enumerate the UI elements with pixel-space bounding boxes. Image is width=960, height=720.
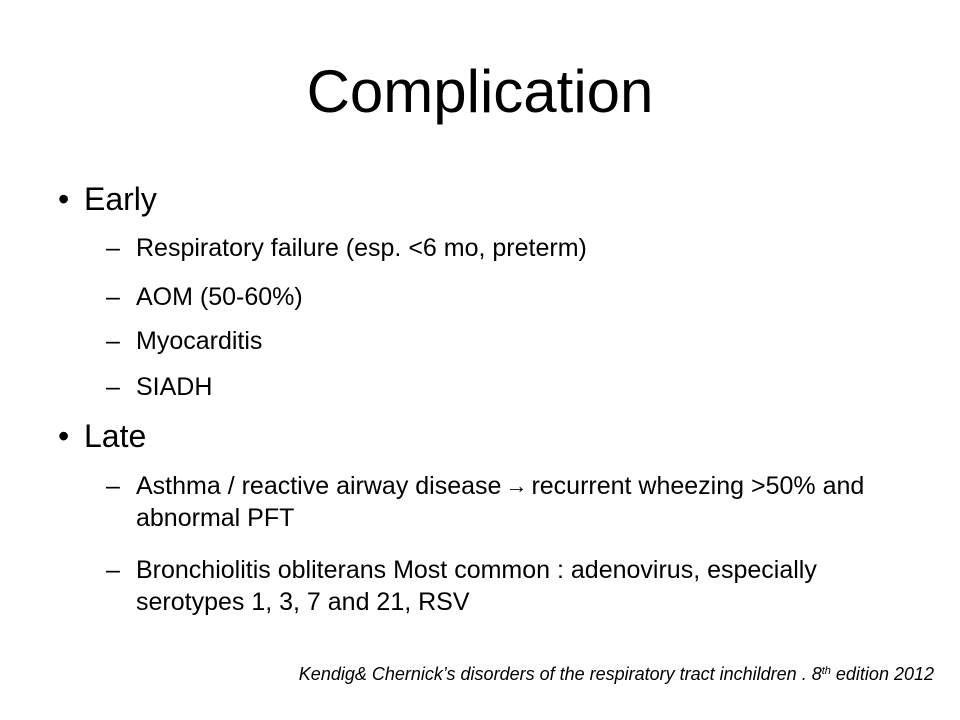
sub-item-text: Respiratory failure (esp. <6 mo, preterm) — [136, 234, 587, 262]
sub-item-aom — [106, 281, 926, 313]
sub-item-text: Myocarditis — [136, 327, 263, 355]
bullet-early — [58, 179, 157, 219]
asthma-text: Asthma / reactive airway disease — [136, 472, 502, 500]
dash-marker: – — [106, 373, 120, 401]
dash-marker: – — [106, 472, 120, 500]
citation-text: Kendig& Chernick’s disorders of the respiratory tract inchildren . 8 — [298, 664, 822, 684]
recurrent-wheezing-text: recurrent wheezing >50% and abnormal PFT — [136, 472, 865, 532]
bullet-late — [58, 416, 146, 456]
section-heading-late: Late — [84, 418, 147, 454]
citation — [299, 662, 934, 686]
sub-item-siadh — [106, 371, 926, 403]
right-arrow-icon: → — [505, 473, 528, 498]
sub-item-respiratory-failure — [106, 232, 926, 264]
sub-item-text: AOM (50-60%) — [136, 283, 303, 311]
dash-marker: – — [106, 283, 120, 311]
sub-item-asthma — [106, 470, 926, 534]
slide-title: Complication — [306, 58, 654, 125]
section-heading-early: Early — [84, 181, 157, 217]
citation-superscript: th — [821, 665, 831, 677]
sub-item-text — [106, 470, 926, 534]
sub-item-myocarditis — [106, 325, 926, 357]
dash-marker: – — [106, 556, 120, 584]
sub-item-text: Bronchiolitis obliterans Most common : adenovirus, especially serotypes 1, 3, 7 and 21, RSV — [136, 556, 817, 616]
bullet-marker: • — [58, 418, 70, 454]
dash-marker: – — [106, 234, 120, 262]
sub-item-bronchiolitis-obliterans — [106, 554, 926, 618]
dash-marker: – — [106, 327, 120, 355]
citation-edition: edition 2012 — [830, 664, 934, 684]
bullet-marker: • — [58, 181, 70, 217]
sub-item-text: SIADH — [136, 373, 213, 401]
